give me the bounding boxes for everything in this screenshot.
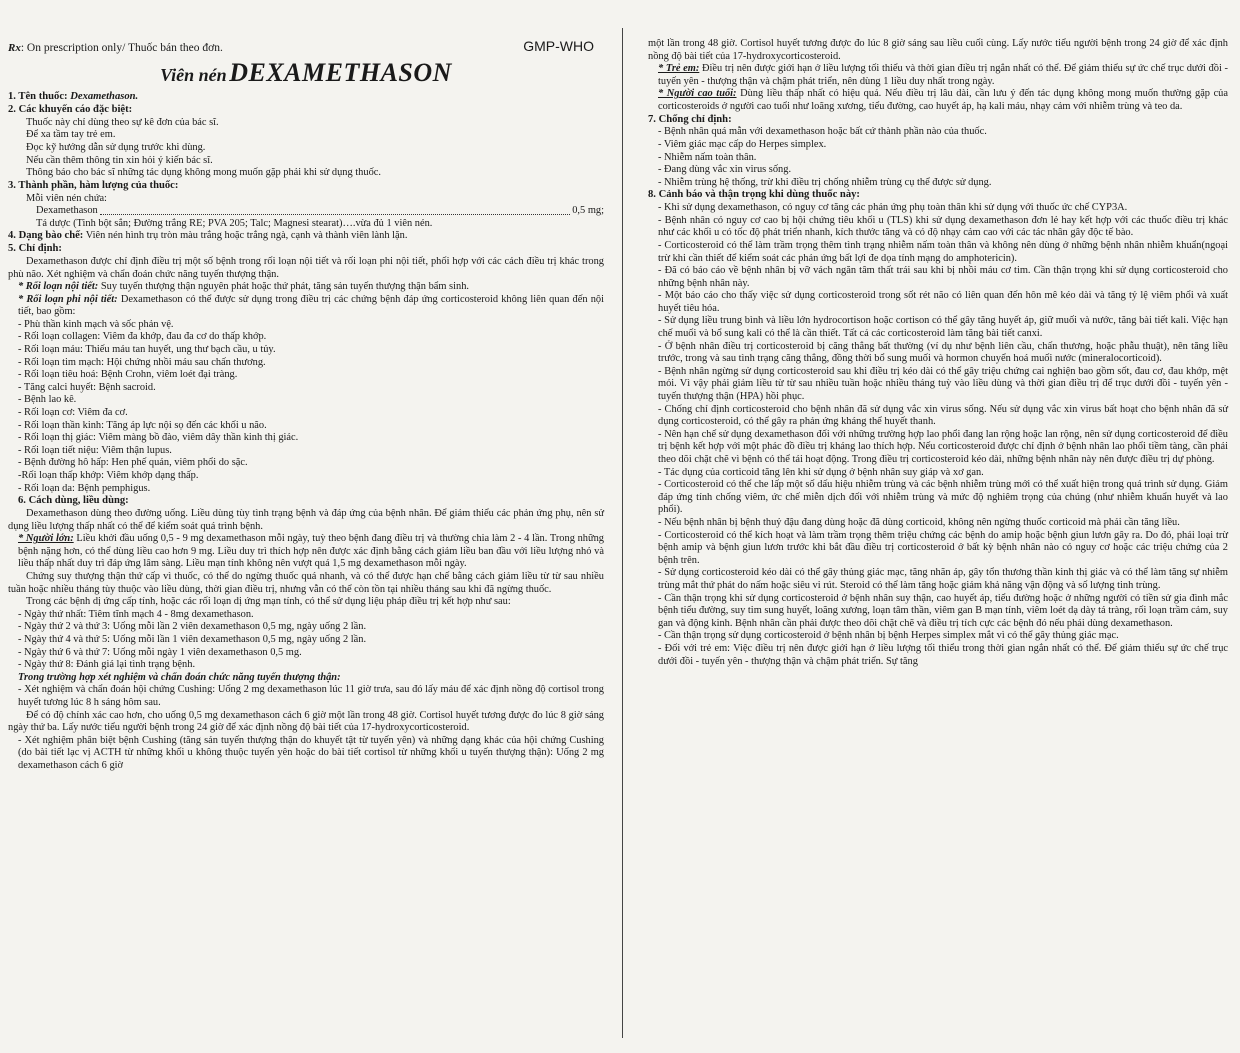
list-item: - Rối loạn da: Bệnh pemphigus.	[18, 482, 151, 494]
dosage-intro: Dexamethason dùng theo đường uống. Liều dùng tùy tình trạng bệnh và đáp ứng của bệnh nhân. Để giảm thiểu các phản ứng phụ, nên sử dụng liều lượng thấp nhất có thể để kiểm soát quá trình bệnh.	[8, 508, 604, 532]
list-item: - Rối loạn cơ: Viêm đa cơ.	[18, 407, 128, 419]
day-schedule	[8, 609, 604, 672]
composition-intro: Mỗi viên nén chứa:	[26, 192, 107, 204]
list-item: - Một báo cáo cho thấy việc sử dụng corticosteroid trong sốt rét não có liên quan đến hôn mê kéo dài và tăng tỷ lệ viêm phổi và xuất huyết tiêu hóa.	[658, 290, 1228, 314]
header	[8, 40, 604, 55]
list-item: Thuốc này chỉ dùng theo sự kê đơn của bác sĩ.	[26, 116, 219, 128]
list-item: Đọc kỹ hướng dẫn sử dụng trước khi dùng.	[26, 141, 206, 153]
column-divider	[622, 28, 623, 1038]
section-7-heading: 7. Chống chỉ định:	[648, 113, 732, 125]
elderly-label: * Người cao tuổi:	[658, 88, 737, 100]
list-item: - Sử dụng liều trung bình và liều lớn hydrocortison hoặc cortison có thể gây tăng huyết áp, giữ muối và nước, tăng bài tiết kali. Việc hạn chế muối và bổ sung kali có thể là cần thiết. Tất cả các corticosteroid làm tăng bài tiết canxi.	[658, 315, 1228, 340]
list-item: Nếu cần thêm thông tin xin hỏi ý kiến bác sĩ.	[26, 154, 213, 166]
list-item: - Bệnh đường hô hấp: Hen phế quản, viêm phổi do sặc.	[18, 457, 248, 469]
list-item: - Corticosteroid có thể làm trầm trọng thêm tình trạng nhiễm nấm toàn thân và không nên dùng ở những bệnh nhân nhiễm khuẩn(ngoại trừ khi cần thiết để kiểm soát các phản ứng bất lợi đe dọa tính mạng do amphotericin).	[658, 239, 1228, 264]
list-item: - Phù thần kinh mạch và sốc phản vệ.	[18, 318, 174, 330]
endocrine-text: Suy tuyến thượng thận nguyên phát hoặc thứ phát, tăng sản tuyến thượng thận bẩm sinh.	[100, 281, 469, 293]
contraindication-list	[648, 126, 1228, 189]
list-item: - Rối loạn tiêu hoá: Bệnh Crohn, viêm loét đại tràng.	[18, 369, 238, 381]
list-item: - Ở bệnh nhân điều trị corticosteroid bị căng thẳng bất thường (ví dụ như bệnh liên cầu, chấn thương, hoặc phẫu thuật), nên tăng liều trước, trong và sau tình trạng căng thẳng, đồng thời bổ sung muối và hormon chuyển hoá muối nước (mineralocorticoid).	[658, 340, 1228, 365]
list-item: - Đang dùng vắc xin virus sống.	[658, 164, 792, 176]
list-item: - Rối loạn tim mạch: Hội chứng nhồi máu sau chấn thương.	[18, 356, 266, 368]
list-item: - Khi sử dụng dexamethason, có nguy cơ tăng các phản ứng phụ toàn thân khi sử dụng với thuốc ức chế CYP3A.	[658, 202, 1128, 214]
section-6-heading: 6. Cách dùng, liều dùng:	[18, 495, 129, 507]
title-name: DEXAMETHASON	[229, 57, 452, 87]
section-4	[8, 230, 604, 243]
adult-dosage	[8, 533, 604, 571]
active-ingredient-row	[8, 205, 604, 218]
list-item: - Bệnh nhân quá mẫn với dexamethason hoặc bất cứ thành phần nào của thuốc.	[658, 126, 987, 138]
list-item: - Ngày thứ nhất: Tiêm tĩnh mạch 4 - 8mg dexamethason.	[18, 608, 254, 620]
list-item: - Cần thận trọng sử dụng corticosteroid ở bệnh nhân bị bệnh Herpes simplex mắt vì có thể gây thủng giác mạc.	[658, 630, 1119, 642]
list-item: - Ngày thứ 6 và thứ 7: Uống mỗi ngày 1 viên dexamethason 0,5 mg.	[18, 646, 302, 658]
list-item: - Rối loạn thị giác: Viêm màng bồ đào, viêm dây thần kinh thị giác.	[18, 432, 299, 444]
test-paragraph-3: - Xét nghiệm phân biệt bệnh Cushing (tăng sản tuyến thượng thận do khuyết tật từ tuyến yên) và những dạng khác của hội chứng Cushing (do bài tiết lạc vị ACTH từ những khối u không thuộc tuyến yên hoặc do bài tiết cortisol từ những khối u tuyến thượng thận): Uống 2 mg dexamethason cách 6 giờ	[18, 734, 604, 771]
children-text: Điều trị nên được giới hạn ở liều lượng tối thiểu và thời gian điều trị ngắn nhất có thể. Để giảm thiểu sự ức chế trục dưới đồi - tuyến yên - thượng thận và chậm phát triển, nên dùng 1 liều duy nhất trong ngày.	[658, 63, 1228, 87]
prescription-note: Rx: On prescription only/ Thuốc bán theo đơn.	[8, 42, 223, 54]
list-item: - Chống chỉ định corticosteroid cho bệnh nhân đã sử dụng vắc xin virus sống. Nếu sử dụng vắc xin virus bất hoạt cho bệnh nhân đã sử dụng corticosteroid, có thể gây ra phản ứng kháng thể huyết thanh.	[658, 403, 1228, 428]
warnings-list	[648, 202, 1228, 668]
active-amount: 0,5 mg;	[572, 205, 604, 217]
list-item: Thông báo cho bác sĩ những tác dụng không mong muốn gặp phải khi sử dụng thuốc.	[26, 167, 381, 179]
rx-symbol: Rx	[8, 42, 21, 54]
dosage-form: Viên nén hình trụ tròn màu trắng hoặc trắng ngà, cạnh và thành viên lành lặn.	[85, 230, 408, 242]
list-item: - Cần thận trọng khi sử dụng corticosteroid ở bệnh nhân suy thận, cao huyết áp, tiểu đường hoặc ở những người có tiền sử gia đình mắc bệnh tiểu đường, suy tim sung huyết, loãng xương, loạn tâm thần, viêm gan B mạn tính, viêm loét dạ dày tá tràng, rối loạn trầm cảm, suy gan và động kinh. Bệnh nhân cần phải được theo dõi chặt chẽ và điều trị tích cực các bệnh đó nếu phải dùng dexamethason.	[658, 592, 1228, 629]
adult-label: * Người lớn:	[18, 533, 74, 545]
non-endocrine-text: Dexamethason có thể được sử dụng trong điều trị các chứng bệnh đáp ứng corticosteroid không liên quan đến nội tiết, bao gồm:	[18, 293, 604, 318]
non-endocrine-label: * Rối loạn phi nội tiết:	[18, 293, 118, 305]
dosage-paragraph-3: Trong các bệnh dị ứng cấp tính, hoặc các rối loạn dị ứng mạn tính, có thể sử dụng liệu pháp điều trị kết hợp như sau:	[26, 596, 511, 608]
excipients: Tá dược (Tinh bột sắn; Đường trắng RE; PVA 205; Talc; Magnesi stearat)….vừa đủ 1 viên nén.	[36, 217, 433, 229]
list-item: - Bệnh lao kê.	[18, 394, 77, 406]
section-5-heading: 5. Chỉ định:	[8, 243, 62, 255]
active-ingredient: Dexamethason	[36, 205, 98, 217]
indication-intro: Dexamethason được chỉ định điều trị một số bệnh trong rối loạn nội tiết và rối loạn phi nội tiết, phối hợp với các cách điều trị khác trong phù não. Xét nghiệm và chẩn đoán chức năng tuyến thượng thận.	[8, 255, 604, 280]
drug-name: Dexamethason.	[70, 91, 139, 103]
list-item: - Nếu bệnh nhân bị bệnh thuỷ đậu đang dùng hoặc đã dùng corticoid, không nên ngừng thuốc corticoid mà phải cần tăng liều.	[658, 516, 1180, 528]
section-3-heading: 3. Thành phần, hàm lượng của thuốc:	[8, 179, 179, 191]
list-item: - Bệnh nhân ngừng sử dụng corticosteroid sau khi điều trị kéo dài có thể gây triệu chứng cai nghiện bao gồm sốt, đau cơ, đau khớp, mệt mỏi. Vì vậy phải giảm liều từ từ sau nhiều tuần hoặc nhiều tháng tuỳ vào liều dùng và thời gian điều trị để trục dưới đồi - tuyến yên - tuyến thượng thận (HPA) hồi phục.	[658, 365, 1228, 403]
prescription-text: On prescription only/ Thuốc bán theo đơn.	[26, 42, 223, 54]
list-item: - Tăng calci huyết: Bệnh sacroid.	[18, 381, 156, 393]
continuation-text: một lần trong 48 giờ. Cortisol huyết tương được đo lúc 8 giờ sáng sau liều cuối cùng. Lấy nước tiểu người bệnh trong 24 giờ để xác định nồng độ bài tiết của 17-hydroxycorticosteroid.	[648, 38, 1228, 62]
endocrine-disorders	[8, 281, 604, 294]
list-item: - Rối loạn collagen: Viêm đa khớp, đau đa cơ do thấp khớp.	[18, 331, 267, 343]
adult-text: Liều khởi đầu uống 0,5 - 9 mg dexamethason mỗi ngày, tuỳ theo bệnh đang điều trị và thường chia làm 2 - 4 lần. Trong những bệnh nặng hơn, có thể dùng liều cao hơn 9 mg. Liều duy trì thích hợp nên được xác định bằng cách giảm liều ban đầu với liều lượng nhỏ và liều thấp nhất duy trì đáp ứng lâm sàng. Liều mạn tính không nên vượt quá 1,5 mg dexamethason mỗi ngày.	[18, 533, 604, 570]
test-heading: Trong trường hợp xét nghiệm và chẩn đoán chức năng tuyến thượng thận:	[18, 671, 341, 683]
list-item: - Nhiễm nấm toàn thân.	[658, 151, 757, 163]
right-column	[628, 0, 1240, 1053]
list-item: - Corticosteroid có thể che lấp một số dấu hiệu nhiễm trùng và các bệnh nhiễm trùng mới có thể xuất hiện trong quá trình sử dụng. Giảm đáp ứng tính chống viêm, ức chế miễn dịch đối với nhiễm trùng và mức độ nghiêm trọng của chúng (như nhiễm khuẩn huyết và lao phổi).	[658, 479, 1228, 516]
dot-leader	[100, 205, 570, 215]
children-label: * Trẻ em:	[658, 63, 700, 75]
elderly-dosage	[648, 88, 1228, 113]
list-item: - Ngày thứ 2 và thứ 3: Uống mỗi lần 2 viên dexamethason 0,5 mg, ngày uống 2 lần.	[18, 621, 367, 633]
list-item: - Tác dụng của corticoid tăng lên khi sử dụng ở bệnh nhân suy giáp và xơ gan.	[658, 466, 984, 478]
elderly-text: Dùng liều thấp nhất có hiệu quả. Nếu điều trị lâu dài, cần lưu ý đến tác dụng không mong muốn thường gặp của corticosteroids ở người cao tuổi như loãng xương, tiểu đường, cao huyết áp, hạ kali máu, nhạy cảm với nhiễm trùng và teo da.	[658, 88, 1228, 112]
test-paragraph-2: Để có độ chính xác cao hơn, cho uống 0,5 mg dexamethason cách 6 giờ một lần trong 48 giờ. Cortisol huyết tương được đo lúc 8 giờ sáng ngày thứ ba. Lấy nước tiểu người bệnh trong 24 giờ để xác định nồng độ bài tiết của 17-hydroxycorticosteroid.	[8, 709, 604, 734]
section-2-list	[8, 117, 604, 180]
list-item: -Rối loạn thấp khớp: Viêm khớp dạng thấp.	[18, 470, 199, 482]
dosage-paragraph-2: Chứng suy thượng thận thứ cấp vì thuốc, có thể do ngừng thuốc quá nhanh, và có thể được hạn chế bằng cách giảm liều từ từ sau nhiều tuần hoặc nhiều tháng tùy thuộc vào liều dùng, thời gian điều trị, nhưng vẫn có thể còn tồn tại nhiều tháng sau khi đã ngừng thuốc.	[8, 570, 604, 595]
list-item: - Ngày thứ 4 và thứ 5: Uống mỗi lần 1 viên dexamethason 0,5 mg, ngày uống 2 lần.	[18, 633, 367, 645]
list-item: - Corticosteroid có thể kích hoạt và làm trầm trọng thêm triệu chứng các bệnh do amip hoặc bệnh giun lươn gây ra. Do đó, phải loại trừ bệnh amip và bệnh giun lươn trước khi bắt đầu điều trị corticosteroid ở bất kỳ bệnh nhân nào có nguy cơ hoặc các triệu chứng của 2 bệnh trên.	[658, 529, 1228, 566]
title-prefix: Viên nén	[160, 64, 227, 85]
gmp-label: GMP-WHO	[523, 38, 594, 54]
list-item: - Bệnh nhân có nguy cơ cao bị hội chứng tiêu khối u (TLS) khi sử dụng dexamethason đơn lẻ hay kết hợp với các thuốc điều trị khác như các khối u có tốc độ phát triển nhanh, kích thước tăng và có độ nhạy cảm cao với các tác nhân gây độc tế bào.	[658, 214, 1228, 239]
section-1	[8, 91, 604, 104]
list-item: - Sử dụng corticosteroid kéo dài có thể gây thủng giác mạc, tăng nhãn áp, gây tổn thương thần kinh thị giác và có thể làm tăng sự nhiễm trùng mắt thứ phát do nấm hoặc siêu vi rút. Steroid có thể làm tăng hoặc giảm khả năng vận động và số lượng tinh trùng.	[658, 567, 1228, 591]
test-paragraph-1: - Xét nghiệm và chẩn đoán hội chứng Cushing: Uống 2 mg dexamethason lúc 11 giờ trưa, sau đó lấy máu để xác định nồng độ cortisol trong huyết tương lúc 8 h sáng hôm sau.	[18, 684, 604, 708]
section-2-heading: 2. Các khuyến cáo đặc biệt:	[8, 103, 133, 115]
list-item: - Rối loạn thần kinh: Tăng áp lực nội sọ đến các khối u não.	[18, 419, 267, 431]
children-dosage	[648, 63, 1228, 88]
endocrine-label: * Rối loạn nội tiết:	[18, 281, 99, 293]
list-item: - Rối loạn tiết niệu: Viêm thận lupus.	[18, 444, 172, 456]
section-1-heading: 1. Tên thuốc:	[8, 91, 68, 103]
non-endocrine-disorders	[8, 294, 604, 319]
product-title	[8, 57, 604, 87]
list-item: - Nhiễm trùng hệ thống, trừ khi điều trị chống nhiễm trùng cụ thể được sử dụng.	[658, 176, 992, 188]
list-item: - Đã có báo cáo về bệnh nhân bị vỡ vách ngăn tâm thất trái sau khi bị nhồi máu cơ tim. Cần thận trọng khi sử dụng corticosteroid cho những bệnh nhân này.	[658, 265, 1228, 289]
list-item: - Viêm giác mạc cấp do Herpes simplex.	[658, 138, 827, 150]
indication-list	[8, 319, 604, 495]
section-8-heading: 8. Cảnh báo và thận trọng khi dùng thuốc này:	[648, 189, 860, 201]
list-item: - Nên hạn chế sử dụng dexamethason đối với những trường hợp lao phổi đang lan rộng hoặc lan rộng, nên sử dụng corticosteroid để điều trị bệnh kết hợp với một phác đồ điều trị kháng lao thích hợp. Nếu corticosteroid được chỉ định ở bệnh nhân lao phổi tiềm tàng, cần phải theo dõi chặt chẽ vì bệnh có thể tái hoạt động. Trong điều trị corticosteroid kéo dài, những bệnh nhân này nên được điều trị dự phòng.	[658, 428, 1228, 465]
list-item: - Rối loạn máu: Thiếu máu tan huyết, ung thư bạch cầu, u tủy.	[18, 344, 276, 356]
list-item: Để xa tầm tay trẻ em.	[26, 129, 116, 141]
list-item: - Đối với trẻ em: Việc điều trị nên được giới hạn ở liều lượng tối thiểu trong thời gian ngắn nhất có thể. Để giảm thiểu sự ức chế trục dưới đồi - tuyến yên - thượng thận và chậm phát triển. Sự tăng	[658, 642, 1228, 667]
list-item: - Ngày thứ 8: Đánh giá lại tình trạng bệnh.	[18, 659, 196, 671]
section-4-heading: 4. Dạng bào chế:	[8, 230, 84, 242]
